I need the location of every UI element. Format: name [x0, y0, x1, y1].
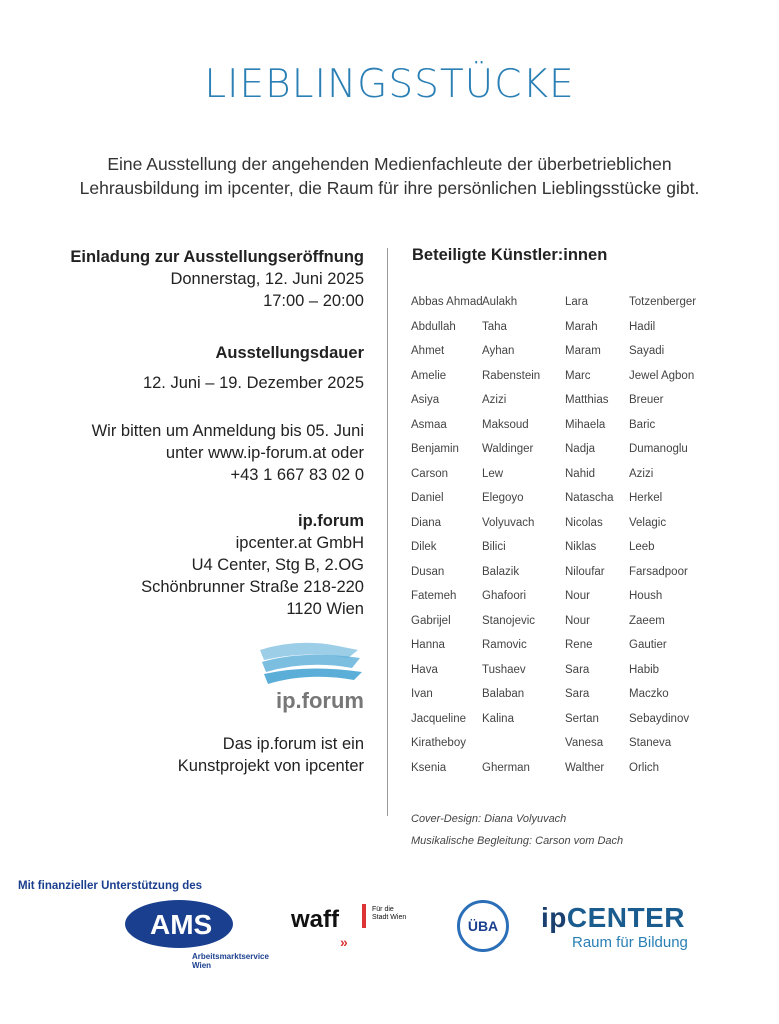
ipcenter-logo [541, 902, 685, 934]
column-divider [387, 248, 388, 816]
wien-mark-icon [362, 904, 366, 928]
wien-text-line-2: Stadt Wien [372, 914, 407, 921]
artist-last-name: Sayadi [629, 345, 665, 357]
artist-first-name: Mihaela [565, 418, 606, 431]
closing-line-2: Kunstprojekt von ipcenter [177, 757, 364, 775]
artist-last-name: Balaban [482, 688, 525, 700]
artist-last-name: Waldinger [482, 443, 534, 455]
org-line-3: Schönbrunner Straße 218-220 [141, 578, 364, 596]
ams-logo-text: AMS [150, 909, 213, 940]
artist-last-name: Azizi [482, 394, 507, 406]
artist-last-name: Breuer [629, 394, 664, 406]
invite-date: Donnerstag, 12. Juni 2025 [170, 270, 364, 288]
artist-first-name: Jacqueline [411, 712, 466, 725]
artist-last-name: Maczko [629, 688, 669, 700]
artist-first-name: Marah [565, 320, 598, 333]
intro-line-1: Eine Ausstellung der angehenden Medienfachleute der überbetrieblichen [107, 154, 672, 174]
artist-first-name: Niklas [565, 541, 597, 553]
artist-last-name: Jewel Agbon [629, 369, 695, 382]
waff-logo: waff [291, 906, 339, 933]
artist-last-name: Elegoyo [482, 492, 524, 504]
artist-last-name: Balazik [482, 565, 520, 578]
event-info [44, 246, 364, 620]
artist-first-name: Nour [565, 590, 590, 602]
artist-last-name: Staneva [629, 737, 672, 749]
artist-first-name: Sertan [565, 712, 599, 725]
support-text: Mit finanzieller Unterstützung des [18, 880, 203, 892]
artist-last-name: Hadil [629, 320, 656, 333]
artist-last-name: Dumanoglu [629, 443, 688, 455]
org-line-4: 1120 Wien [286, 600, 364, 618]
artist-first-name: Dusan [411, 565, 445, 578]
artists-heading: Beteiligte Künstler:innen [412, 246, 608, 264]
org-heading: ip.forum [298, 512, 364, 530]
invite-time: 17:00 – 20:00 [263, 292, 364, 310]
artist-last-name: Azizi [629, 467, 654, 480]
artist-first-name: Abbas Ahmad [411, 296, 483, 308]
artist-first-name: Niloufar [565, 565, 605, 578]
ams-subtitle-line-1: Arbeitsmarktservice [192, 952, 269, 961]
artist-last-name: Gherman [482, 761, 530, 774]
ams-subtitle [192, 952, 269, 970]
ams-subtitle-line-2: Wien [192, 961, 212, 970]
artist-last-name: Ayhan [482, 345, 515, 357]
artist-last-name: Baric [629, 418, 656, 431]
artist-first-name: Asmaa [411, 418, 447, 431]
artist-first-name: Daniel [411, 492, 444, 504]
ip-forum-logo-text: ip.forum [276, 688, 364, 713]
artist-last-name: Stanojevic [482, 614, 536, 627]
ams-logo [124, 898, 234, 950]
artist-last-name: Farsadpoor [629, 565, 688, 578]
org-line-2: U4 Center, Stg B, 2.OG [191, 556, 364, 574]
closing-line-1: Das ip.forum ist ein [222, 735, 364, 753]
artist-last-name: Housh [629, 590, 663, 602]
wien-text [372, 906, 406, 922]
ipcenter-subtitle: Raum für Bildung [572, 934, 688, 951]
artist-first-name: Hava [411, 663, 438, 676]
artist-last-name: Gautier [629, 639, 667, 651]
rsvp-line-1: Wir bitten um Anmeldung bis 05. Juni [91, 422, 364, 440]
artist-first-name: Lara [565, 296, 589, 308]
invite-heading: Einladung zur Ausstellungseröffnung [70, 248, 364, 266]
music-credit: Musikalische Begleitung: Carson vom Dach [411, 835, 624, 847]
artist-last-name: Rabenstein [482, 369, 541, 382]
artist-first-name: Rene [565, 639, 593, 651]
org-line-1: ipcenter.at GmbH [235, 534, 364, 552]
artist-last-name: Bilici [482, 541, 506, 553]
artist-first-name: Asiya [411, 394, 440, 406]
artist-last-name: Totzenberger [629, 296, 697, 308]
artist-last-name: Taha [482, 320, 507, 333]
artist-first-name: Dilek [411, 541, 437, 553]
artist-first-name: Fatemeh [411, 590, 457, 602]
artist-first-name: Ivan [411, 688, 433, 700]
duration-dates: 12. Juni – 19. Dezember 2025 [142, 374, 364, 392]
artist-first-name: Nicolas [565, 516, 603, 529]
artist-last-name: Kalina [482, 712, 514, 725]
artist-first-name: Hanna [411, 639, 445, 651]
artist-last-name: Aulakh [482, 296, 518, 308]
artist-first-name: Marc [565, 369, 591, 382]
rsvp-line-3: +43 1 667 83 02 0 [230, 466, 364, 484]
artist-last-name: Tushaev [482, 663, 526, 676]
artist-first-name: Sara [565, 688, 590, 700]
duration-heading: Ausstellungsdauer [215, 344, 364, 362]
artist-last-name: Zaeem [629, 614, 665, 627]
artist-first-name: Natascha [565, 492, 614, 504]
artist-last-name: Ramovic [482, 639, 527, 651]
artist-first-name: Diana [411, 516, 442, 529]
artist-first-name: Benjamin [411, 443, 459, 455]
uba-logo: ÜBA [457, 900, 509, 952]
rsvp-line-2: unter www.ip-forum.at oder [165, 444, 364, 462]
intro-line-2: Lehrausbildung im ipcenter, die Raum für ihre persönlichen Lieblingsstücke gibt. [79, 178, 700, 198]
artist-first-name: Walther [565, 761, 605, 774]
artist-last-name: Leeb [629, 541, 655, 553]
artist-first-name: Abdullah [411, 320, 456, 333]
artist-first-name: Maram [565, 345, 601, 357]
artist-first-name: Ahmet [411, 345, 445, 357]
credits [411, 808, 623, 852]
artist-last-name: Sebaydinov [629, 712, 690, 725]
cover-credit: Cover-Design: Diana Volyuvach [411, 813, 567, 825]
artist-first-name: Vanesa [565, 737, 604, 749]
artist-last-name: Volyuvach [482, 516, 535, 529]
artist-last-name: Herkel [629, 492, 663, 504]
artist-last-name: Habib [629, 663, 660, 676]
ipcenter-logo-center: CENTER [566, 902, 686, 933]
waff-arrows-icon: » [340, 934, 348, 950]
artist-first-name: Matthias [565, 394, 609, 406]
artist-last-name: Maksoud [482, 418, 529, 431]
intro-text [60, 152, 719, 200]
artist-first-name: Amelie [411, 369, 447, 382]
page-title: LIEBLINGSSTÜCKE [204, 62, 575, 107]
artist-first-name: Kiratheboy [411, 737, 466, 749]
artist-last-name: Orlich [629, 761, 660, 774]
artist-first-name: Sara [565, 663, 590, 676]
artist-first-name: Nahid [565, 467, 596, 480]
artist-first-name: Carson [411, 467, 449, 480]
artist-first-name: Nadja [565, 443, 596, 455]
artist-last-name: Lew [482, 467, 504, 480]
artist-first-name: Gabrijel [411, 614, 451, 627]
wien-text-line-1: Für die [372, 906, 394, 913]
artist-first-name: Ksenia [411, 761, 447, 774]
artist-last-name: Ghafoori [482, 590, 527, 602]
closing-note [44, 733, 364, 777]
artist-first-name: Nour [565, 614, 590, 627]
artist-last-name: Velagic [629, 516, 667, 529]
ipcenter-logo-ip: ip [541, 902, 567, 933]
